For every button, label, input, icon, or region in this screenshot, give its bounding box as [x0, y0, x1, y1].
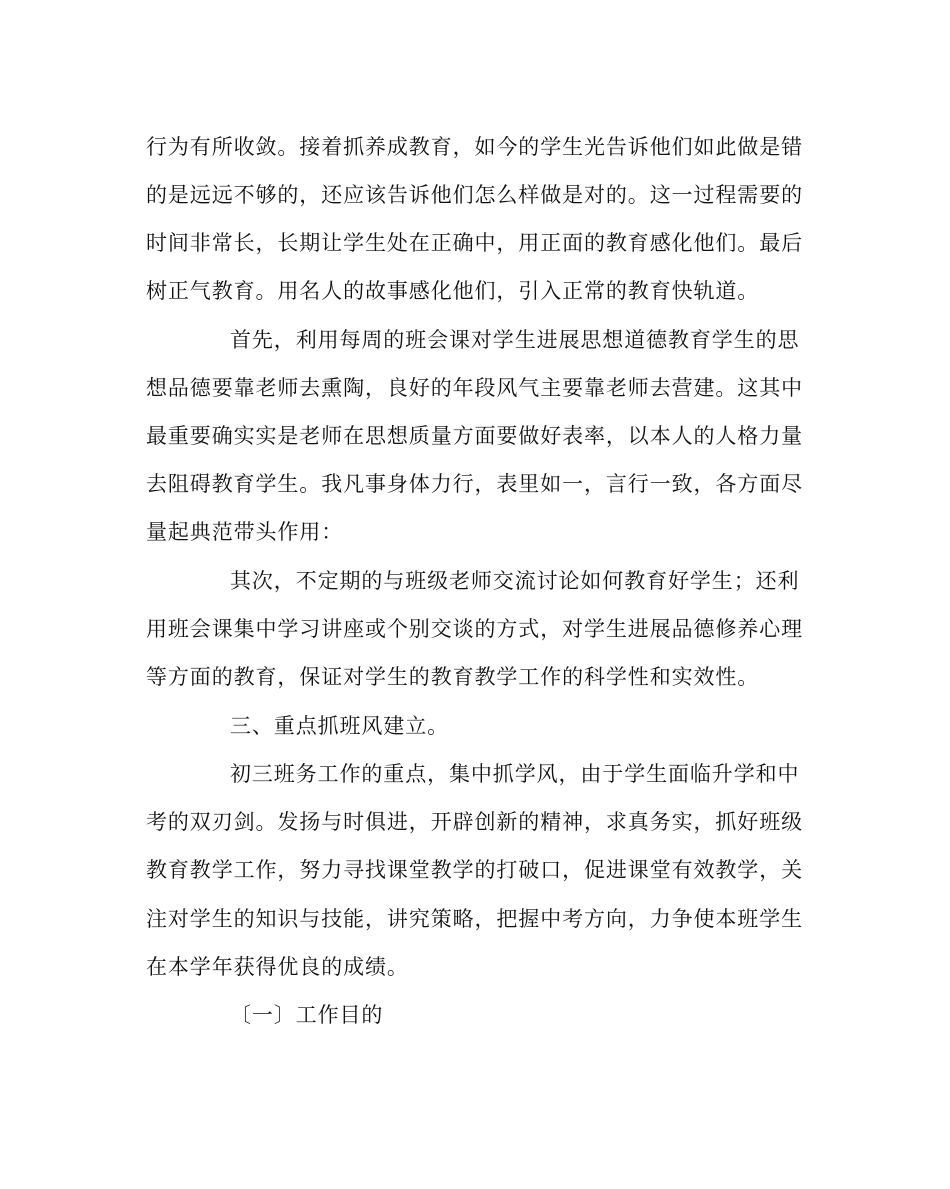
- text-line: 考的双刃剑。发扬与时俱进，开辟创新的精神，求真务实，抓好班级: [146, 810, 803, 834]
- text-line: 注对学生的知识与技能，讲究策略，把握中考方向，力争使本班学生: [146, 907, 803, 931]
- text-line: 用班会课集中学习讲座或个别交谈的方式，对学生进展品德修养心理: [146, 617, 803, 641]
- text-line: 树正气教育。用名人的故事感化他们，引入正常的教育快轨道。: [146, 279, 760, 303]
- text-line: 量起典范带头作用：: [146, 520, 344, 544]
- text-line: 时间非常长，长期让学生处在正确中，用正面的教育感化他们。最后: [146, 231, 803, 255]
- section-heading: 三、重点抓班风建立。: [230, 714, 449, 738]
- text-line: 等方面的教育，保证对学生的教育教学工作的科学性和实效性。: [146, 665, 760, 689]
- text-line: 的是远远不够的，还应该告诉他们怎么样做是对的。这一过程需要的: [146, 183, 803, 207]
- text-line: 去阻碍教育学生。我凡事身体力行，表里如一，言行一致，各方面尽: [146, 472, 803, 496]
- text-line: 教育教学工作，努力寻找课堂教学的打破口，促进课堂有效教学，关: [146, 858, 803, 882]
- paragraph-first-line: 初三班务工作的重点，集中抓学风，由于学生面临升学和中: [230, 762, 800, 786]
- text-line: 行为有所收敛。接着抓养成教育，如今的学生光告诉他们如此做是错: [146, 135, 803, 159]
- text-line: 最重要确实实是老师在思想质量方面要做好表率，以本人的人格力量: [146, 424, 803, 448]
- paragraph-first-line: 其次，不定期的与班级老师交流讨论如何教育好学生；还利: [230, 569, 800, 593]
- text-line: 在本学年获得优良的成绩。: [146, 955, 409, 979]
- text-line: 想品德要靠老师去熏陶，良好的年段风气主要靠老师去营建。这其中: [146, 376, 803, 400]
- paragraph-first-line: 首先，利用每周的班会课对学生进展思想道德教育学生的思: [230, 328, 800, 352]
- subsection-heading: 〔一〕工作目的: [230, 1003, 384, 1027]
